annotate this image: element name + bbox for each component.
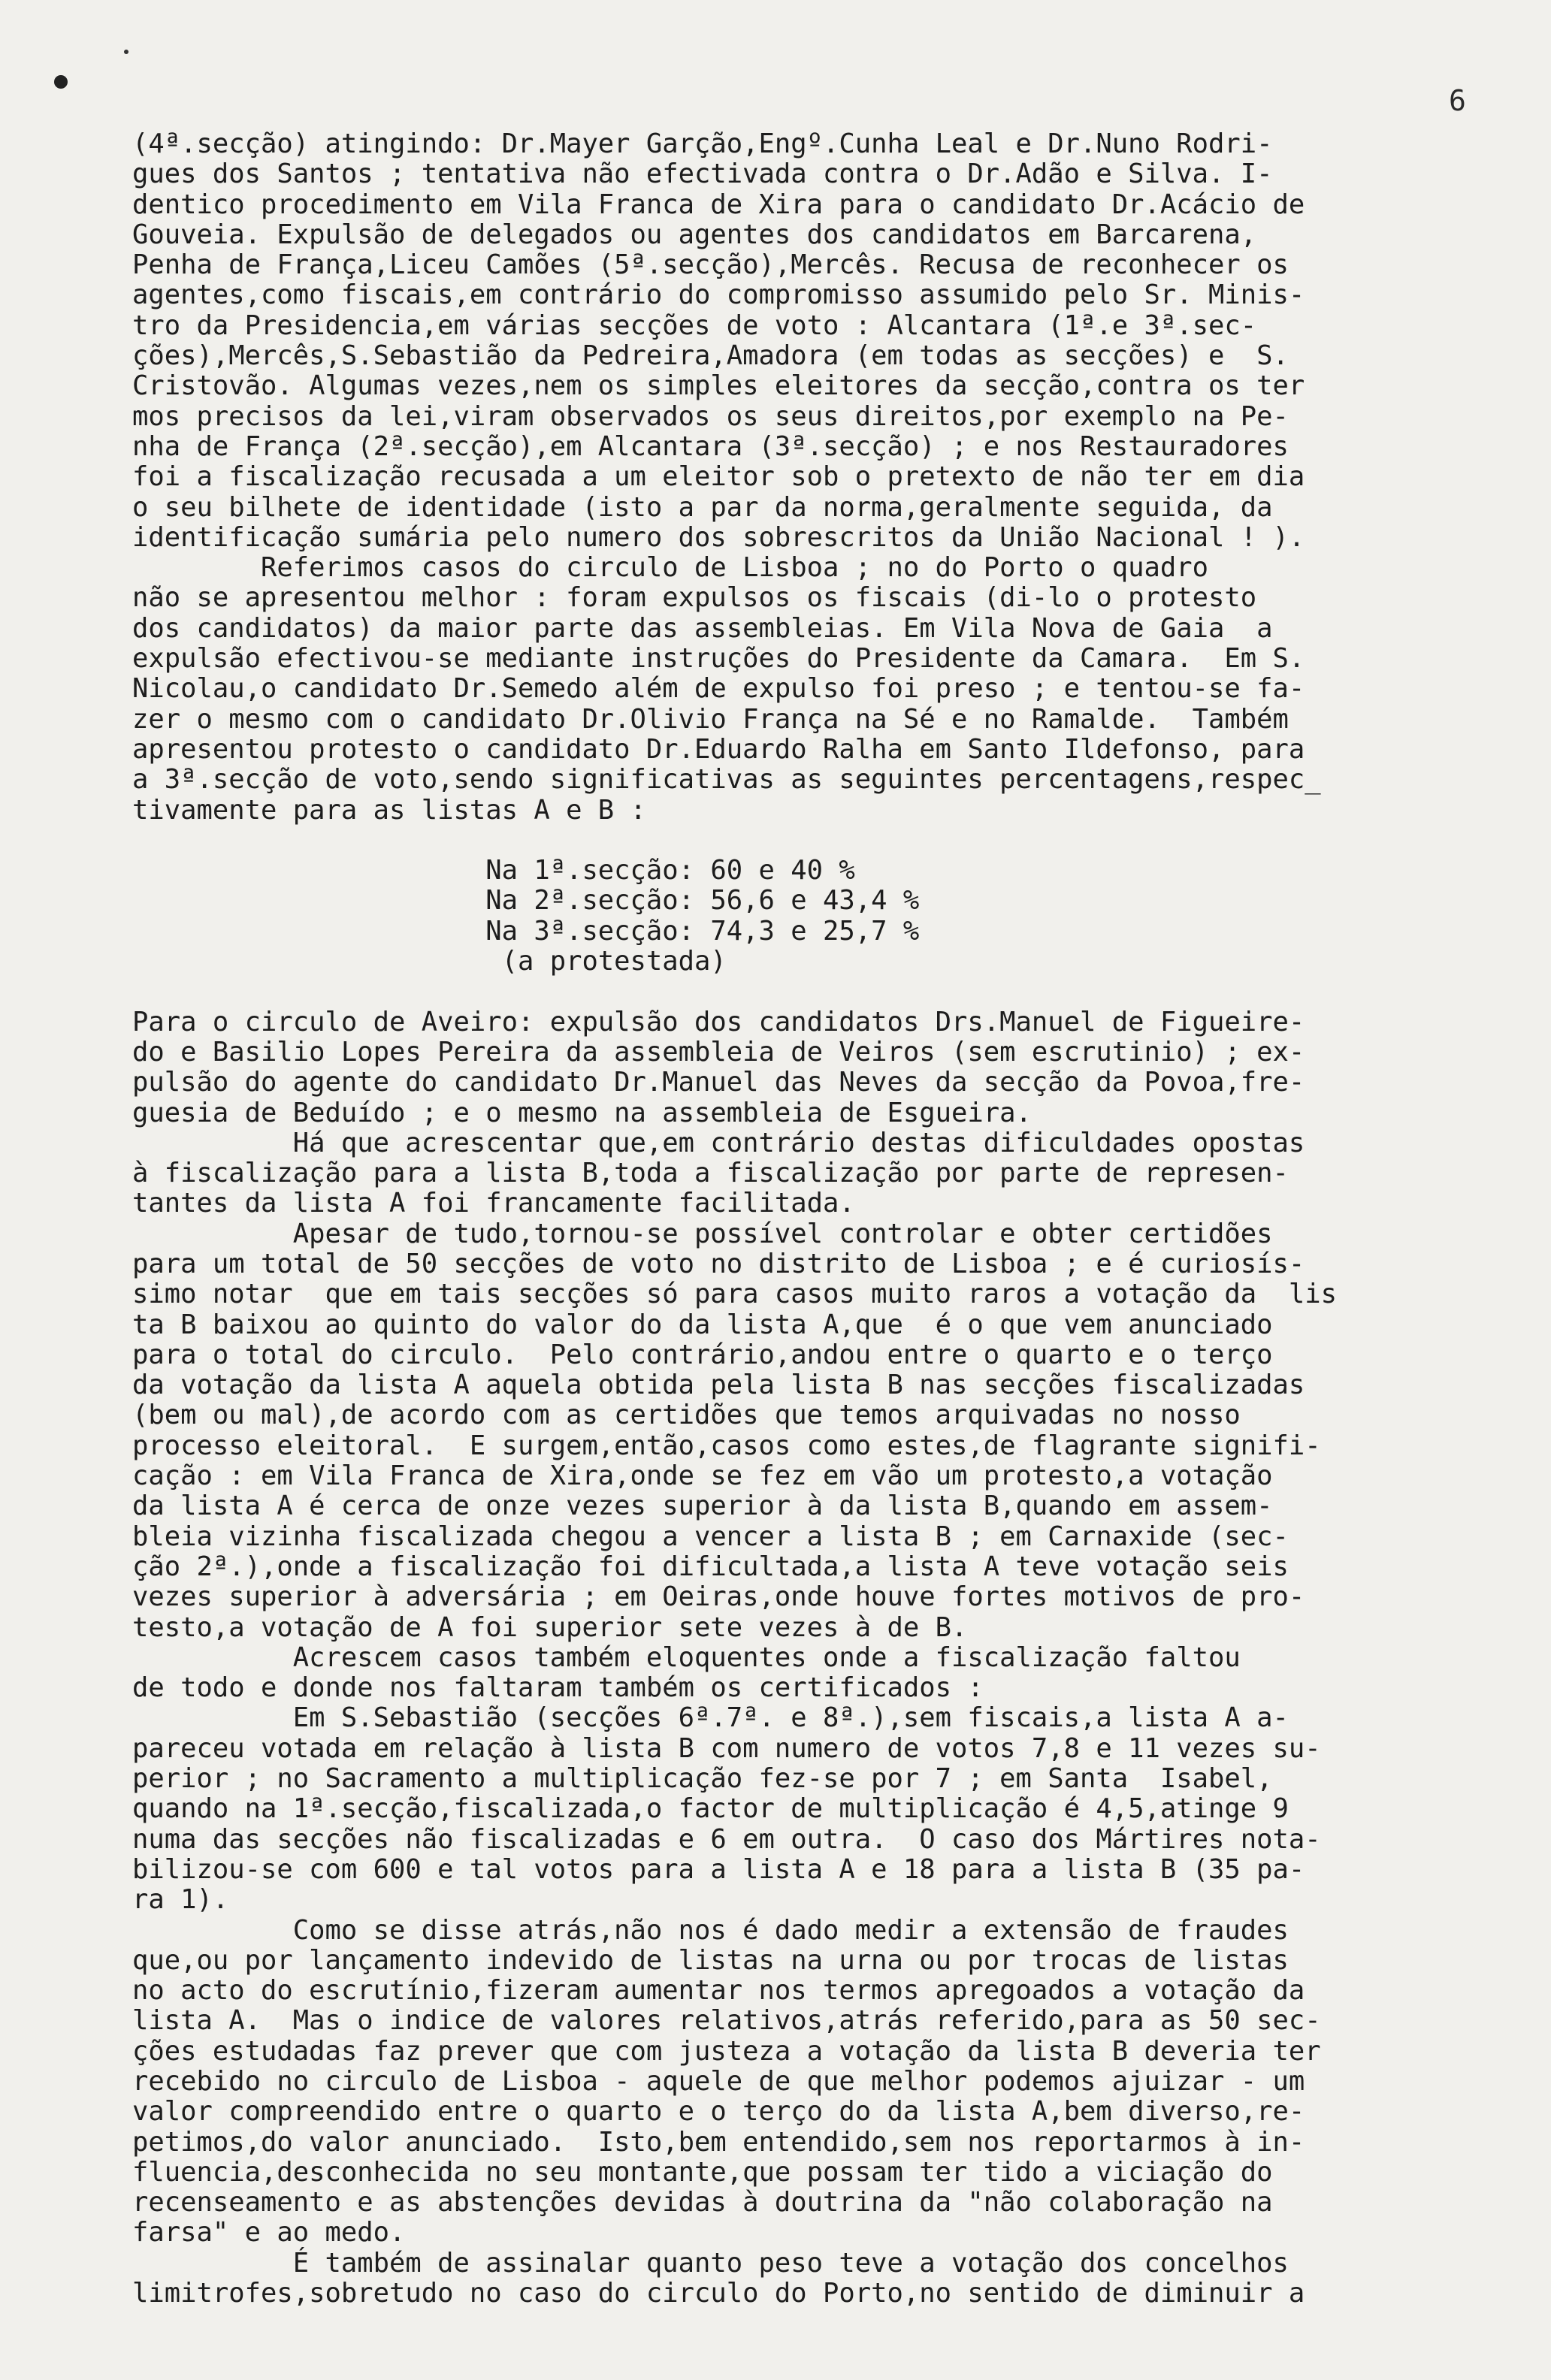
text-line bbox=[132, 977, 1477, 1007]
text-line: para o total do circulo. Pelo contrário,andou entre o quarto e o terço bbox=[132, 1339, 1273, 1370]
text-line: limitrofes,sobretudo no caso do circulo do Porto,no sentido de diminuir a bbox=[132, 2278, 1305, 2309]
text-line: Na 3ª.secção: 74,3 e 25,7 % bbox=[132, 915, 920, 947]
text-line: perior ; no Sacramento a multiplicação fez-se por 7 ; em Santa Isabel, bbox=[132, 1763, 1273, 1795]
text-line: gues dos Santos ; tentativa não efectivada contra o Dr.Adão e Silva. I- bbox=[132, 159, 1273, 190]
text-line: simo notar que em tais secções só para casos muito raros a votação da lis bbox=[132, 1279, 1337, 1310]
text-line: identificação sumária pelo numero dos sobrescritos da União Nacional ! ). bbox=[132, 521, 1305, 553]
text-line: bilizou-se com 600 e tal votos para a lista A e 18 para a lista B (35 pa- bbox=[132, 1853, 1305, 1885]
text-line: É também de assinalar quanto peso teve a votação dos concelhos bbox=[132, 2247, 1289, 2279]
text-line: no acto do escrutínio,fizeram aumentar nos termos apregoados a votação da bbox=[132, 1975, 1305, 2007]
text-line: que,ou por lançamento indevido de listas na urna ou por trocas de listas bbox=[132, 1944, 1289, 1976]
text-line: quando na 1ª.secção,fiscalizada,o factor de multiplicação é 4,5,atinge 9 bbox=[132, 1793, 1289, 1825]
text-line: Acrescem casos também eloquentes onde a fiscalização faltou bbox=[132, 1642, 1241, 1673]
text-line: Cristovão. Algumas vezes,nem os simples eleitores da secção,contra os ter bbox=[132, 370, 1305, 402]
text-line: ra 1). bbox=[132, 1884, 229, 1916]
text-line: zer o mesmo com o candidato Dr.Olivio França na Sé e no Ramalde. Também bbox=[132, 703, 1289, 735]
text-line: ções estudadas faz prever que com justeza a votação da lista B deveria ter bbox=[132, 2035, 1321, 2067]
text-line: tantes da lista A foi francamente facilitada. bbox=[132, 1188, 855, 1219]
text-line: Referimos casos do circulo de Lisboa ; no do Porto o quadro bbox=[132, 552, 1208, 584]
text-line: Para o circulo de Aveiro: expulsão dos candidatos Drs.Manuel de Figueire- bbox=[132, 1006, 1305, 1037]
text-line: não se apresentou melhor : foram expulsos os fiscais (di-lo o protesto bbox=[132, 582, 1257, 614]
text-line: da lista A é cerca de onze vezes superior à da lista B,quando em assem- bbox=[132, 1491, 1273, 1522]
text-line: (4ª.secção) atingindo: Dr.Mayer Garção,Engº.Cunha Leal e Dr.Nuno Rodri- bbox=[132, 128, 1273, 159]
text-line: recenseamento e as abstenções devidas à doutrina da "não colaboração na bbox=[132, 2187, 1273, 2218]
text-line: lista A. Mas o indice de valores relativos,atrás referido,para as 50 sec- bbox=[132, 2005, 1321, 2037]
text-line: Como se disse atrás,não nos é dado medir a extensão de fraudes bbox=[132, 1914, 1289, 1946]
typed-text-body bbox=[132, 129, 1477, 2309]
text-line: guesia de Beduído ; e o mesmo na assembleia de Esgueira. bbox=[132, 1097, 1032, 1128]
text-line: valor compreendido entre o quarto e o terço do da lista A,bem diverso,re- bbox=[132, 2096, 1305, 2128]
text-line: (bem ou mal),de acordo com as certidões que temos arquivadas no nosso bbox=[132, 1400, 1241, 1431]
text-line: Penha de França,Liceu Camões (5ª.secção),Mercês. Recusa de reconhecer os bbox=[132, 249, 1289, 281]
text-line: de todo e donde nos faltaram também os certificados : bbox=[132, 1672, 984, 1704]
text-line: foi a fiscalização recusada a um eleitor sob o pretexto de não ter em dia bbox=[132, 461, 1305, 493]
text-line: cação : em Vila Franca de Xira,onde se fez em vão um protesto,a votação bbox=[132, 1460, 1273, 1492]
text-line: pulsão do agente do candidato Dr.Manuel das Neves da secção da Povoa,fre- bbox=[132, 1067, 1305, 1098]
text-line: nha de França (2ª.secção),em Alcantara (3ª.secção) ; e nos Restauradores bbox=[132, 430, 1289, 462]
text-line: da votação da lista A aquela obtida pela lista B nas secções fiscalizadas bbox=[132, 1370, 1305, 1401]
text-line: processo eleitoral. E surgem,então,casos como estes,de flagrante signifi- bbox=[132, 1430, 1321, 1461]
text-line: Há que acrescentar que,em contrário destas dificuldades opostas bbox=[132, 1127, 1305, 1158]
text-line: mos precisos da lei,viram observados os seus direitos,por exemplo na Pe- bbox=[132, 400, 1289, 432]
text-line: farsa" e ao medo. bbox=[132, 2217, 406, 2249]
text-line: testo,a votação de A foi superior sete vezes à de B. bbox=[132, 1611, 968, 1643]
ink-speck-mark bbox=[124, 50, 128, 54]
text-line: o seu bilhete de identidade (isto a par da norma,geralmente seguida, da bbox=[132, 491, 1273, 523]
text-line: numa das secções não fiscalizadas e 6 em outra. O caso dos Mártires nota- bbox=[132, 1823, 1321, 1855]
text-line: vezes superior à adversária ; em Oeiras,onde houve fortes motivos de pro- bbox=[132, 1581, 1305, 1613]
text-line: ção 2ª.),onde a fiscalização foi dificultada,a lista A teve votação seis bbox=[132, 1551, 1289, 1582]
text-line: para um total de 50 secções de voto no distrito de Lisboa ; e é curiosís- bbox=[132, 1248, 1305, 1279]
text-line: dos candidatos) da maior parte das assembleias. Em Vila Nova de Gaia a bbox=[132, 612, 1273, 644]
text-line: apresentou protesto o candidato Dr.Eduardo Ralha em Santo Ildefonso, para bbox=[132, 733, 1305, 765]
text-line: recebido no circulo de Lisboa - aquele de que melhor podemos ajuizar - um bbox=[132, 2066, 1305, 2097]
text-line: Gouveia. Expulsão de delegados ou agentes dos candidatos em Barcarena, bbox=[132, 219, 1257, 250]
text-line: tro da Presidencia,em várias secções de voto : Alcantara (1ª.e 3ª.sec- bbox=[132, 310, 1257, 341]
text-line: Na 2ª.secção: 56,6 e 43,4 % bbox=[132, 885, 920, 917]
text-line: ções),Mercês,S.Sebastião da Pedreira,Amadora (em todas as secções) e S. bbox=[132, 340, 1289, 372]
text-line: pareceu votada em relação à lista B com numero de votos 7,8 e 11 vezes su- bbox=[132, 1732, 1321, 1764]
ink-dot-mark bbox=[54, 75, 68, 89]
text-line: dentico procedimento em Vila Franca de Xira para o candidato Dr.Acácio de bbox=[132, 189, 1305, 220]
text-line: ta B baixou ao quinto do valor do da lista A,que é o que vem anunciado bbox=[132, 1309, 1273, 1340]
text-line: Apesar de tudo,tornou-se possível controlar e obter certidões bbox=[132, 1218, 1273, 1249]
text-line: agentes,como fiscais,em contrário do compromisso assumido pelo Sr. Minis- bbox=[132, 279, 1305, 311]
text-line: Em S.Sebastião (secções 6ª.7ª. e 8ª.),sem fiscais,a lista A a- bbox=[132, 1702, 1289, 1734]
text-line: bleia vizinha fiscalizada chegou a vencer a lista B ; em Carnaxide (sec- bbox=[132, 1521, 1289, 1552]
text-line: (a protestada) bbox=[132, 946, 727, 977]
text-line: Na 1ª.secção: 60 e 40 % bbox=[132, 855, 855, 886]
text-line: expulsão efectivou-se mediante instruções do Presidente da Camara. Em S. bbox=[132, 643, 1305, 675]
page-number: 6 bbox=[1449, 84, 1466, 117]
text-line: petimos,do valor anunciado. Isto,bem entendido,sem nos reportarmos à in- bbox=[132, 2126, 1305, 2158]
text-line: a 3ª.secção de voto,sendo significativas as seguintes percentagens,respec_ bbox=[132, 764, 1321, 796]
text-line: Nicolau,o candidato Dr.Semedo além de expulso foi preso ; e tentou-se fa- bbox=[132, 673, 1305, 705]
text-line: à fiscalização para a lista B,toda a fiscalização por parte de represen- bbox=[132, 1158, 1289, 1189]
text-line: fluencia,desconhecida no seu montante,que possam ter tido a viciação do bbox=[132, 2156, 1273, 2188]
text-line: do e Basilio Lopes Pereira da assembleia de Veiros (sem escrutinio) ; ex- bbox=[132, 1036, 1305, 1068]
text-line bbox=[132, 826, 1477, 856]
text-line: tivamente para as listas A e B : bbox=[132, 794, 646, 826]
